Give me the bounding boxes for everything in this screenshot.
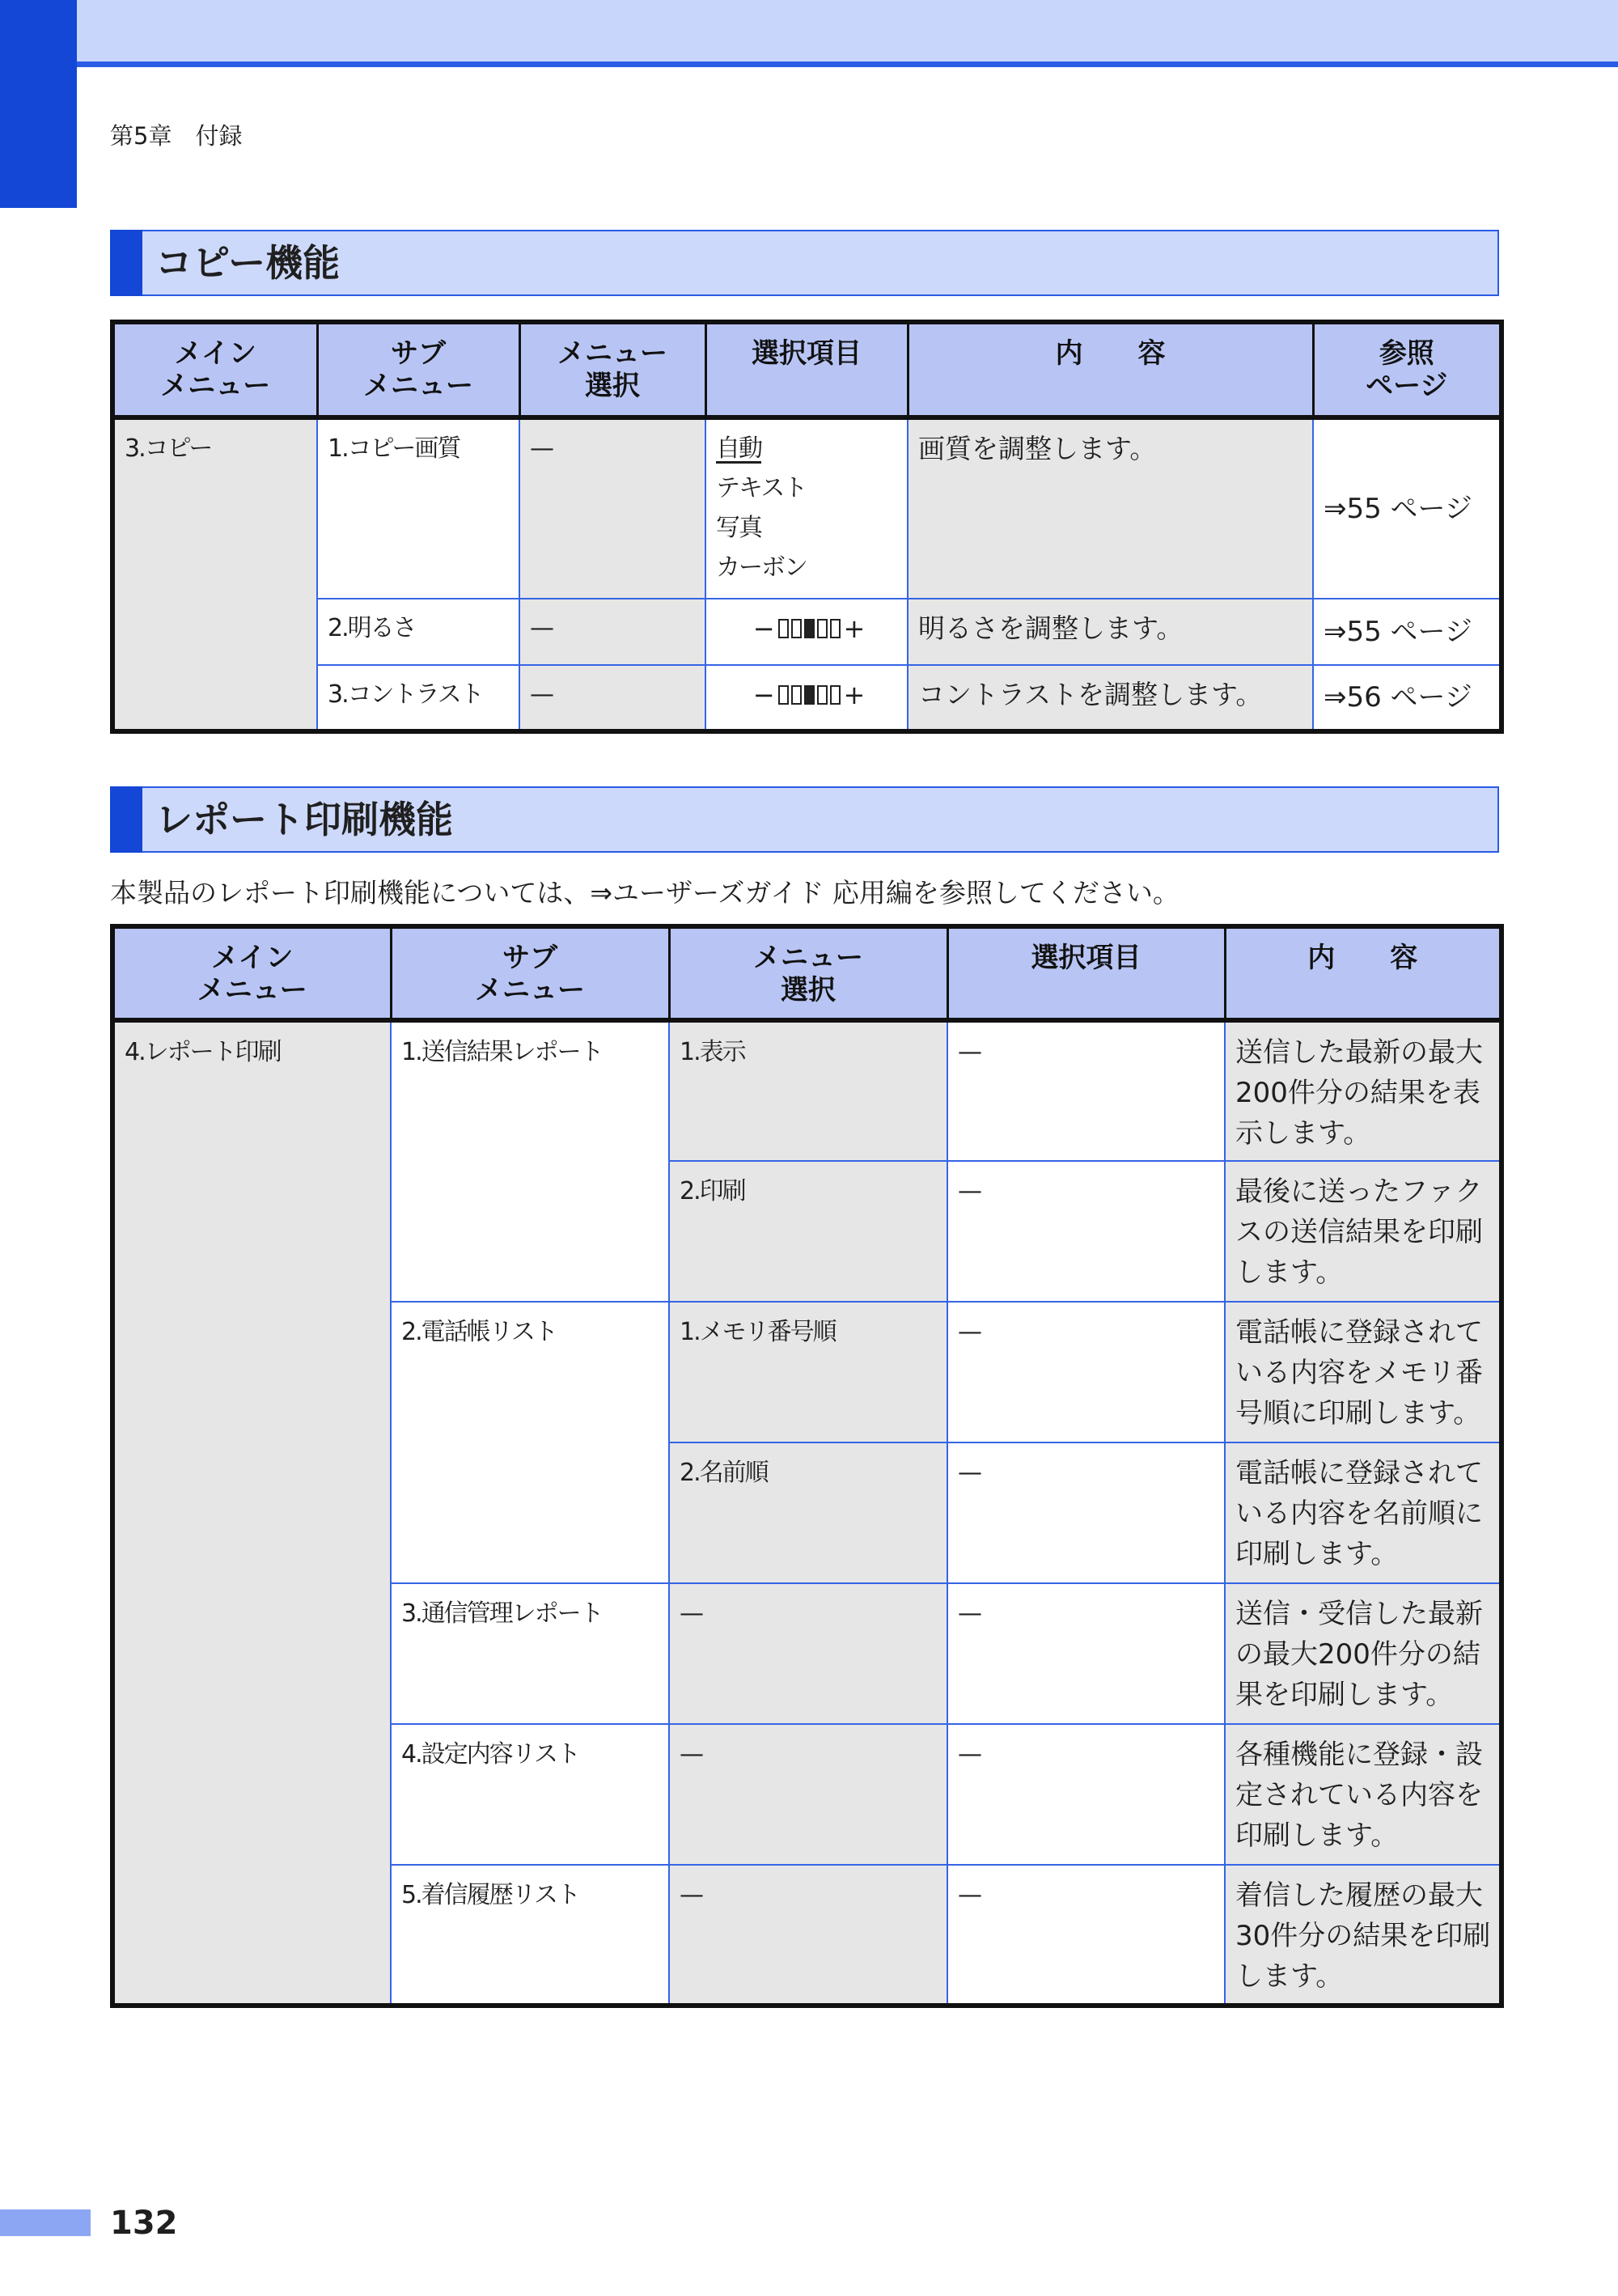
level-slider	[716, 676, 902, 714]
table-header-row	[112, 926, 1502, 1020]
content-cell: 各種機能に登録・設定されている内容を印刷します。	[1225, 1724, 1502, 1865]
content-cell: 明るさを調整します。	[908, 599, 1313, 665]
table-row	[112, 599, 1502, 665]
header-content: 内 容	[908, 322, 1313, 417]
sub-menu-cell: 1.送信結果レポート	[391, 1020, 669, 1302]
options-cell: —	[947, 1865, 1225, 2006]
option-item: テキスト	[716, 474, 807, 502]
sub-menu-cell: 3.コントラスト	[317, 665, 519, 731]
section-intro-text: 本製品のレポート印刷機能については、⇒ユーザーズガイド 応用編を参照してください。	[110, 877, 1180, 909]
slider-step	[830, 685, 841, 705]
content-cell: 最後に送ったファクスの送信結果を印刷します。	[1225, 1161, 1502, 1302]
minus-label: −	[752, 680, 775, 710]
content-cell: 着信した履歴の最大30件分の結果を印刷します。	[1225, 1865, 1502, 2006]
level-slider	[716, 609, 902, 648]
page-reference-link[interactable]: ⇒55 ページ	[1313, 599, 1502, 665]
options-cell	[705, 599, 908, 665]
option-item: 写真	[716, 514, 761, 542]
header-menu-select: メニュー 選択	[519, 322, 705, 417]
section-marker	[110, 786, 142, 853]
menu-select-cell: 2.印刷	[669, 1161, 947, 1302]
slider-step-current	[804, 619, 815, 638]
options-cell: —	[947, 1583, 1225, 1724]
slider-step	[830, 619, 841, 638]
footer-accent-bar	[0, 2209, 91, 2236]
plus-label: +	[843, 680, 866, 710]
copy-menu-table	[110, 320, 1504, 734]
section-title: レポート印刷機能	[155, 798, 453, 841]
page-number: 132	[110, 2205, 178, 2242]
minus-label: −	[752, 613, 775, 644]
header-main-menu: メイン メニュー	[112, 322, 317, 417]
table-row	[112, 1020, 1502, 1161]
header-content: 内 容	[1225, 926, 1502, 1020]
section-marker	[110, 230, 142, 296]
slider-step	[791, 685, 802, 705]
header-menu-select: メニュー 選択	[669, 926, 947, 1020]
content-cell: 送信した最新の最大200件分の結果を表示します。	[1225, 1020, 1502, 1161]
main-menu-cell: 4.レポート印刷	[112, 1020, 391, 2006]
options-cell: —	[947, 1020, 1225, 1161]
section-heading-copy	[110, 230, 1499, 296]
options-cell: —	[947, 1302, 1225, 1442]
menu-select-cell: —	[669, 1865, 947, 2006]
header-band	[77, 0, 1618, 67]
plus-label: +	[843, 613, 866, 644]
chapter-label: 第5章 付録	[110, 122, 243, 150]
header-options: 選択項目	[947, 926, 1225, 1020]
main-menu-cell: 3.コピー	[112, 417, 317, 731]
content-cell: 画質を調整します。	[908, 417, 1313, 599]
header-sub-menu: サブ メニュー	[317, 322, 519, 417]
slider-track	[778, 619, 841, 638]
header-options: 選択項目	[705, 322, 908, 417]
content-cell: 電話帳に登録されている内容を名前順に印刷します。	[1225, 1442, 1502, 1583]
content-cell: 送信・受信した最新の最大200件分の結果を印刷します。	[1225, 1583, 1502, 1724]
slider-step	[778, 619, 789, 638]
section-title: コピー機能	[155, 241, 341, 285]
sub-menu-cell: 3.通信管理レポート	[391, 1583, 669, 1724]
options-cell	[705, 665, 908, 731]
options-cell	[705, 417, 908, 599]
sub-menu-cell: 1.コピー画質	[317, 417, 519, 599]
sub-menu-cell: 5.着信履歴リスト	[391, 1865, 669, 2006]
header-main-menu: メイン メニュー	[112, 926, 391, 1020]
menu-select-cell: 2.名前順	[669, 1442, 947, 1583]
options-cell: —	[947, 1161, 1225, 1302]
menu-select-cell: —	[669, 1583, 947, 1724]
page-reference-link[interactable]: ⇒55 ページ	[1313, 417, 1502, 599]
content-cell: コントラストを調整します。	[908, 665, 1313, 731]
menu-select-cell: —	[669, 1724, 947, 1865]
section-heading-report	[110, 786, 1499, 853]
options-cell: —	[947, 1724, 1225, 1865]
options-cell: —	[947, 1442, 1225, 1583]
slider-track	[778, 685, 841, 705]
content-cell: 電話帳に登録されている内容をメモリ番号順に印刷します。	[1225, 1302, 1502, 1442]
option-item: カーボン	[716, 553, 807, 582]
report-menu-table	[110, 924, 1504, 2008]
slider-step-current	[804, 685, 815, 705]
slider-step	[817, 685, 828, 705]
menu-select-cell: 1.メモリ番号順	[669, 1302, 947, 1442]
table-header-row	[112, 322, 1502, 417]
option-item: 自動	[716, 434, 761, 463]
table-row	[112, 665, 1502, 731]
menu-select-cell: —	[519, 599, 705, 665]
header-reference-page: 参照 ページ	[1313, 322, 1502, 417]
slider-step	[791, 619, 802, 638]
sub-menu-cell: 2.明るさ	[317, 599, 519, 665]
slider-step	[817, 619, 828, 638]
table-row	[112, 417, 1502, 599]
menu-select-cell: —	[519, 417, 705, 599]
sub-menu-cell: 4.設定内容リスト	[391, 1724, 669, 1865]
menu-select-cell: 1.表示	[669, 1020, 947, 1161]
sub-menu-cell: 2.電話帳リスト	[391, 1302, 669, 1583]
slider-step	[778, 685, 789, 705]
page-reference-link[interactable]: ⇒56 ページ	[1313, 665, 1502, 731]
header-sub-menu: サブ メニュー	[391, 926, 669, 1020]
chapter-tab-block	[0, 0, 77, 208]
menu-select-cell: —	[519, 665, 705, 731]
